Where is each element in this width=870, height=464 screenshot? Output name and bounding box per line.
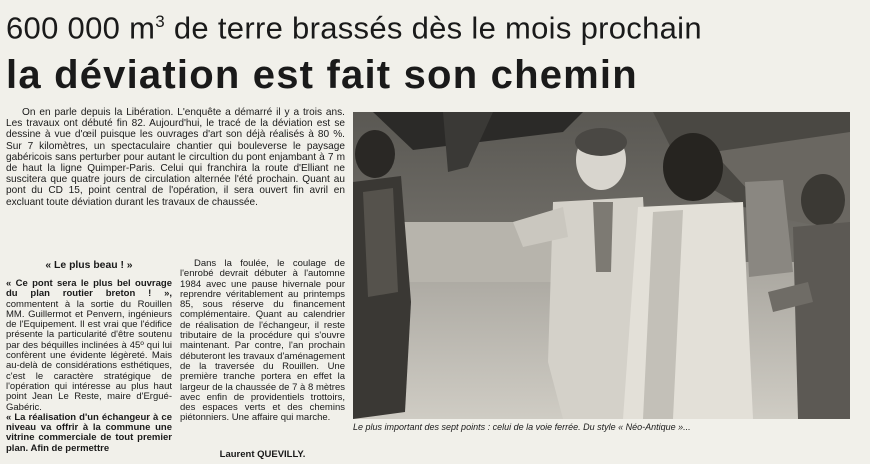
article-column-2 bbox=[180, 259, 345, 424]
headline-line1 bbox=[6, 2, 866, 48]
column1-paragraph bbox=[6, 279, 172, 413]
article-column-1 bbox=[6, 279, 172, 464]
headline-line1-suffix: de terre brassés dès le mois prochain bbox=[164, 10, 702, 46]
column2-paragraph: Dans la foulée, le coulage de l'enrobé devrait débuter à l'automne 1984 avec une pause hivernale pour reprendre véritablement au printemps 85, sous réserve du financement complémentaire. Quant au calendrier de réalisation de l'échangeur, il reste tributaire de la procédure qui s'ouvre maintenant. Par contre, l'an prochain débuteront les travaux d'aménagement de la traversée du Rouillen. Une première tranche portera en effet la largeur de la chaussée de 7 à 8 mètres avec enfin de providentiels trottoirs, des espaces verts et des chemins piétonniers. Une affaire qui marche. bbox=[180, 258, 345, 424]
headline-line1-prefix: 600 000 m bbox=[6, 10, 156, 46]
column1-quote2-paragraph bbox=[6, 413, 172, 454]
headline-superscript: 3 bbox=[155, 12, 165, 31]
byline: Laurent QUEVILLY. bbox=[219, 449, 306, 460]
intro-paragraph: On en parle depuis la Libération. L'enquête a démarré il y a trois ans. Les travaux ont débuté fin 82. Aujourd'hui, le tracé de la déviation est se dessine à vue d'œil puisque les ouvrages d'art son déjà réalisés à 80 %. Sur 7 kilomètres, un spectaculaire chantier qui bouleverse le paysage gabéricois sans perturber pour autant le circultion du pont enjambant à 7 m de haut la ligne Quimper-Paris. Celui qui franchira la route d'Elliant ne suscitera que quatre jours de circulation alternée l'été prochain. Quant au pont du CD 15, point central de l'opération, il sera ouvert fin avril en excluant toute déviation durant les travaux de chaussée. bbox=[6, 107, 345, 208]
photo-caption: Le plus important des sept points : celui de la voie ferrée. Du style « Néo-Antique »... bbox=[353, 422, 691, 432]
column1-text1: commentent à la sortie du Rouillen MM. Guillermot et Penvern, ingénieurs de l'Equipement. Il est vrai que l'édifice présente la particularité d'être soutenu par des béquilles inclinées à 45º qui lui confèrent une évidente légèreté. Mais au-delà de considérations esthétiques, c'est le caractère stratégique de l'opération qui intéresse au plus haut point Jean Le Reste, maire d'Ergué-Gabéric. bbox=[6, 298, 172, 413]
column1-quote1: « Ce pont sera le plus bel ouvrage du plan routier breton ! », bbox=[6, 279, 172, 300]
column1-quote2: « La réalisation d'un échangeur à ce niveau va offrir à la commune une vitrine commerciale de tout premier plan. Afin de permettre bbox=[6, 411, 172, 454]
news-photo-illustration bbox=[353, 112, 850, 419]
subhead: « Le plus beau ! » bbox=[45, 260, 133, 271]
news-photo bbox=[353, 112, 850, 419]
headline-line2: la déviation est fait son chemin bbox=[6, 53, 638, 97]
